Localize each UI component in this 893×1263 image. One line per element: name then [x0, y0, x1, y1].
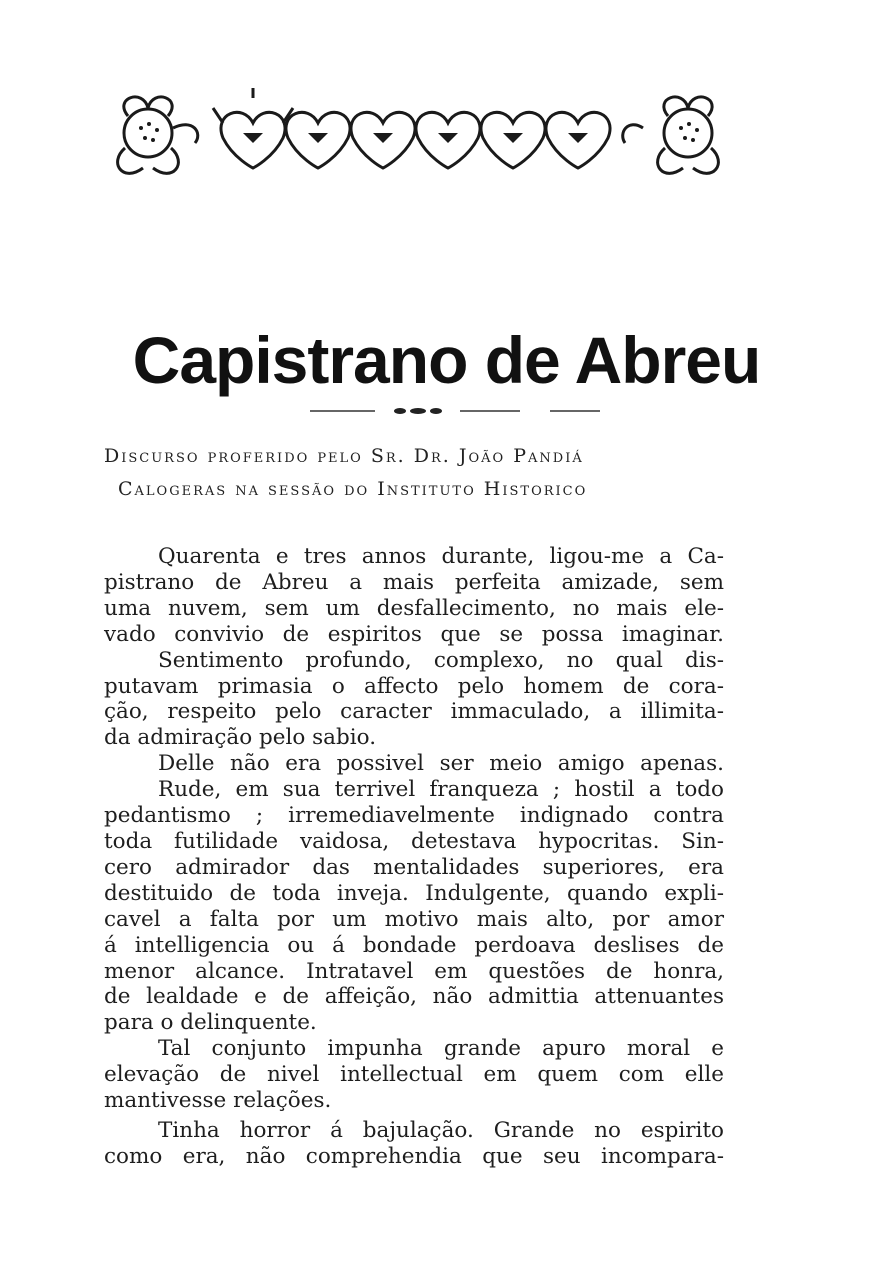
page-title: Capistrano de Abreu [132, 323, 761, 397]
text-line: Sentimento profundo, complexo, no qual dis- [158, 647, 724, 673]
text-line: menor alcance. Intratavel em questões de honra, [104, 958, 724, 984]
text-line: Delle não era possivel ser meio amigo apenas. [158, 751, 724, 777]
text-line: putavam primasia o affecto pelo homem de cora- [104, 673, 724, 699]
article-body [104, 544, 724, 1170]
text-line: da admiração pelo sabio. [104, 725, 377, 751]
text-line: Tinha horror á bajulação. Grande no espirito [158, 1117, 724, 1143]
text-line: pistrano de Abreu a mais perfeita amizade, sem [104, 569, 724, 595]
text-line: elevação de nivel intellectual em quem com elle [104, 1062, 724, 1088]
text-line: destituido de toda inveja. Indulgente, quando expli- [104, 880, 724, 906]
text-line: Quarenta e tres annos durante, ligou-me a Ca- [158, 544, 724, 569]
text-line: para o delinquente. [104, 1010, 317, 1036]
text-line: ção, respeito pelo caracter immaculado, a illimita- [104, 699, 724, 725]
text-line: mantivesse relações. [104, 1088, 332, 1114]
text-line: cero admirador das mentalidades superiores, era [104, 854, 724, 880]
text-line: Tal conjunto impunha grande apuro moral e [158, 1036, 724, 1062]
text-line: cavel a falta por um motivo mais alto, por amor [104, 906, 724, 932]
text-line: uma nuvem, sem um desfallecimento, no mais ele- [104, 595, 724, 621]
text-line: pedantismo ; irremediavelmente indignado contra [104, 803, 724, 829]
speech-subtitle [104, 440, 724, 506]
text-line: á intelligencia ou á bondade perdoava deslises de [104, 932, 724, 958]
subtitle-line: Discurso proferido pelo Sr. Dr. João Pandiá [104, 445, 584, 467]
text-line: vado convivio de espiritos que se possa imaginar. [104, 621, 724, 647]
title-divider [230, 404, 610, 418]
subtitle-line: Calogeras na sessão do Instituto Historico [118, 478, 588, 500]
text-line: Rude, em sua terrivel franqueza ; hostil a todo [158, 777, 724, 803]
text-line: como era, não comprehendia que seu incompara- [104, 1143, 724, 1169]
floral-ornament-icon [103, 88, 738, 188]
text-line: de lealdade e de affeição, não admittia attenuantes [104, 984, 724, 1010]
text-line: toda futilidade vaidosa, detestava hypocritas. Sin- [104, 828, 724, 854]
